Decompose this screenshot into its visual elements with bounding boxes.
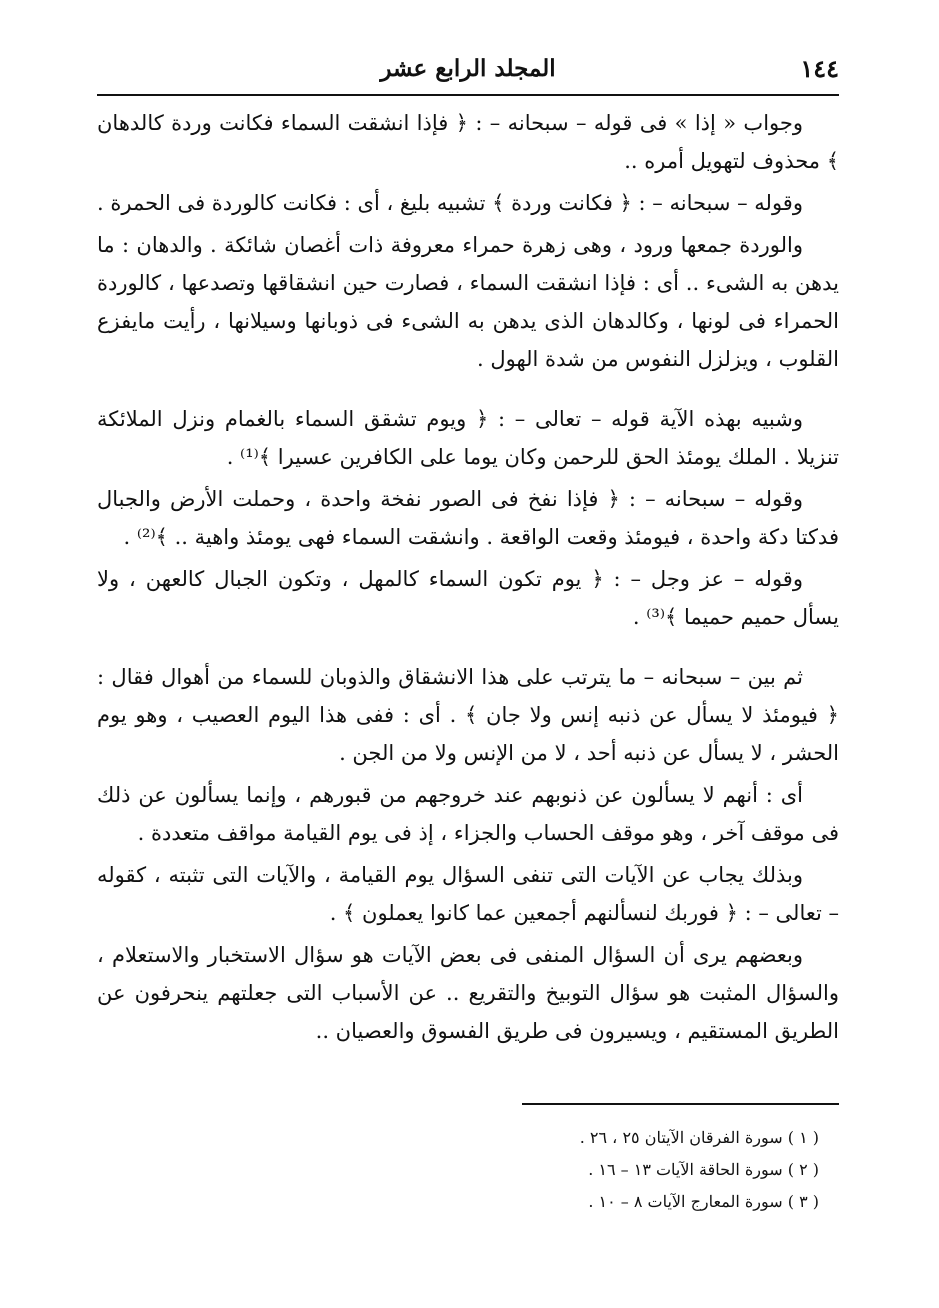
paragraph: والوردة جمعها ورود ، وهى زهرة حمراء معروفة ذات أغصان شائكة . والدهان : ما يدهن به الشىء .. أى : فإذا انشقت السماء ، فصارت حين انشقاقها وتصدعها ، كالوردة الحمراء فى لونها ، وكالدهان الذى يدهن به الشىء فى ذوبانها وسيلانها ، رأيت مايفزع القلوب ، ويزلزل النفوس من شدة الهول . <box>97 233 839 371</box>
footnote: ( ٣ ) سورة المعارج الآيات ٨ – ١٠ . <box>588 1192 819 1211</box>
footnote-rule <box>522 1103 839 1105</box>
footnotes <box>97 1122 819 1218</box>
page-header <box>97 48 839 88</box>
paragraph: ثم بين – سبحانه – ما يترتب على هذا الانشقاق والذوبان للسماء من أهوال فقال : ﴿ فيومئذ لا يسأل عن ذنبه إنس ولا جان ﴾ . أى : ففى هذا اليوم العصيب ، وهو يوم الحشر ، لا يسأل عن ذنبه أحد ، لا من الإنس ولا من الجن . <box>97 665 839 765</box>
page-number: ١٤٤ <box>800 53 839 83</box>
paragraph: وقوله – سبحانه – : ﴿ فكانت وردة ﴾ تشبيه بليغ ، أى : فكانت كالوردة فى الحمرة . <box>97 191 803 215</box>
paragraph: وجواب « إذا » فى قوله – سبحانه – : ﴿ فإذا انشقت السماء فكانت وردة كالدهان ﴾ محذوف لتهويل أمره .. <box>97 111 839 173</box>
header-rule <box>97 94 839 96</box>
body-text <box>97 104 839 1054</box>
running-title: المجلد الرابع عشر <box>380 54 556 82</box>
paragraph: وبذلك يجاب عن الآيات التى تنفى السؤال يوم القيامة ، والآيات التى تثبته ، كقوله – تعالى – : ﴿ فوربك لنسألنهم أجمعين عما كانوا يعملون ﴾ . <box>97 863 839 925</box>
footnote: ( ١ ) سورة الفرقان الآيتان ٢٥ ، ٢٦ . <box>579 1128 819 1147</box>
paragraph: أى : أنهم لا يسألون عن ذنوبهم عند خروجهم من قبورهم ، وإنما يسألون عن ذلك فى موقف آخر ، وهو موقف الحساب والجزاء ، إذ فى يوم القيامة مواقف متعددة . <box>97 783 839 845</box>
paragraph: وقوله – سبحانه – : ﴿ فإذا نفخ فى الصور نفخة واحدة ، وحملت الأرض والجبال فدكتا دكة واحدة ، فيومئذ وقعت الواقعة . وانشقت السماء فهى يومئذ واهية .. ﴾⁽²⁾ . <box>97 487 839 549</box>
footnote: ( ٢ ) سورة الحاقة الآيات ١٣ – ١٦ . <box>588 1160 819 1179</box>
paragraph: وشبيه بهذه الآية قوله – تعالى – : ﴿ ويوم تشقق السماء بالغمام ونزل الملائكة تنزيلا . الملك يومئذ الحق للرحمن وكان يوما على الكافرين عسيرا ﴾⁽¹⁾ . <box>97 407 839 469</box>
paragraph: وقوله – عز وجل – : ﴿ يوم تكون السماء كالمهل ، وتكون الجبال كالعهن ، ولا يسأل حميم حميما ﴾⁽³⁾ . <box>97 567 839 629</box>
paragraph: وبعضهم يرى أن السؤال المنفى فى بعض الآيات هو سؤال الاستخبار والاستعلام ، والسؤال المثبت هو سؤال التوبيخ والتقريع .. عن الأسباب التى جعلتهم ينحرفون عن الطريق المستقيم ، ويسيرون فى طريق الفسوق والعصيان .. <box>97 943 839 1043</box>
